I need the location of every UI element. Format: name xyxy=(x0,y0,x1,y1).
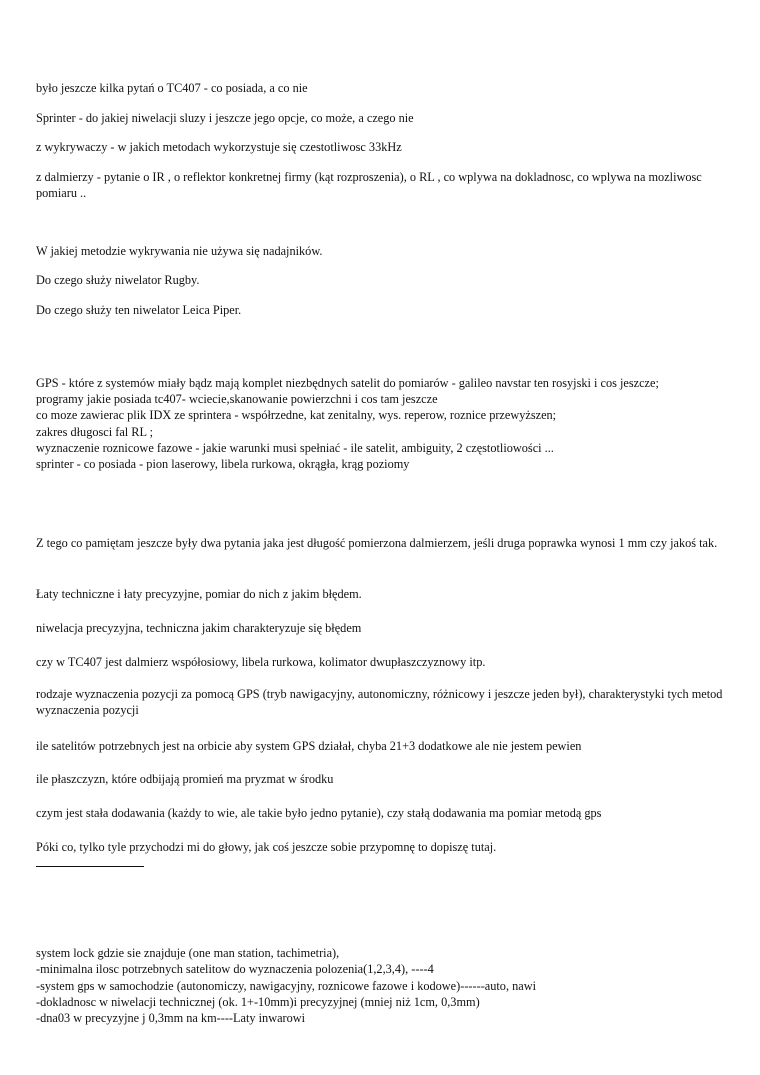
text-line-leveling-rods: Łaty techniczne i łaty precyzyjne, pomiar do nich z jakim błędem. xyxy=(36,587,362,601)
text-line-leveling-error: niwelacja precyzyjna, techniczna jakim charakteryzuje się błędem xyxy=(36,621,362,635)
text-line-rugby: Do czego służy niwelator Rugby. xyxy=(36,273,200,287)
text-line-idx-file: co moze zawierac plik IDX ze sprintera - współrzedne, kat zenitalny, wys. reperow, roznice przewyższen; xyxy=(36,408,557,422)
text-line-dna03: -dna03 w precyzyjne j 0,3mm na km----Laty inwarowi xyxy=(36,1011,306,1025)
text-line-prism-planes: ile płaszczyzn, które odbijają promień ma pryzmat w środku xyxy=(36,772,334,786)
separator-underline xyxy=(36,866,144,867)
text-line-system-lock: system lock gdzie sie znajduje (one man station, tachimetria), xyxy=(36,946,340,960)
text-line-wykrywacze: z wykrywaczy - w jakich metodach wykorzystuje się czestotliwosc 33kHz xyxy=(36,140,402,154)
text-line-sprinter-features: sprinter - co posiada - pion laserowy, libela rurkowa, okrągła, krąg poziomy xyxy=(36,457,410,471)
text-line-gps-systems: GPS - które z systemów miały bądz mają komplet niezbędnych satelit do pomiarów - galileo navstar ten rosyjski i cos jeszcze; xyxy=(36,376,659,390)
text-line-rl-wavelength: zakres długosci fal RL ; xyxy=(36,425,154,439)
text-paragraph-dalmierze: z dalmierzy - pytanie o IR , o reflektor konkretnej firmy (kąt rozproszenia), o RL , co wplywa na dokladnosc, co wplywa na mozliwosc pomiaru .. xyxy=(36,170,702,200)
text-line-car-gps: -system gps w samochodzie (autonomiczy, nawigacyjny, roznicowe fazowe i kodowe)------auto, nawi xyxy=(36,979,537,993)
text-line-addition-constant: czym jest stała dodawania (każdy to wie, ale takie było jedno pytanie), czy stałą dodawania ma pomiar metodą gps xyxy=(36,806,602,820)
text-line-phase-differential: wyznaczenie roznicowe fazowe - jakie warunki musi spełniać - ile satelit, ambiguity, 2 częstotliowości ... xyxy=(36,441,554,455)
text-line-sprinter: Sprinter - do jakiej niwelacji sluzy i jeszcze jego opcje, co może, a czego nie xyxy=(36,111,414,125)
text-line-tc407-intro: było jeszcze kilka pytań o TC407 - co posiada, a co nie xyxy=(36,81,308,95)
text-paragraph-gps-positioning: rodzaje wyznaczenia pozycji za pomocą GPS (tryb nawigacyjny, autonomiczny, różnicowy i jeszcze jeden był), charakterystyki tych metod wyznaczenia pozycji xyxy=(36,687,723,717)
text-line-leveling-accuracy: -dokladnosc w niwelacji technicznej (ok. 1+-10mm)i precyzyjnej (mniej niż 1cm, 0,3mm) xyxy=(36,995,480,1009)
text-line-gps-satellites: ile satelitów potrzebnych jest na orbicie aby system GPS działał, chyba 21+3 dodatkowe ale nie jestem pewien xyxy=(36,739,582,753)
text-line-tc407-programs: programy jakie posiada tc407- wciecie,skanowanie powierzchni i cos tam jeszcze xyxy=(36,392,438,406)
text-line-closing-note: Póki co, tylko tyle przychodzi mi do głowy, jak coś jeszcze sobie przypomnę to dopiszę tutaj. xyxy=(36,840,497,854)
text-line-tc407-components: czy w TC407 jest dalmierz współosiowy, libela rurkowa, kolimator dwupłaszczyznowy itp. xyxy=(36,655,486,669)
text-paragraph-distance-correction: Z tego co pamiętam jeszcze były dwa pytania jaka jest długość pomierzona dalmierzem, jeśli druga poprawka wynosi 1 mm czy jakoś tak. xyxy=(36,536,718,550)
text-line-min-satellites: -minimalna ilosc potrzebnych satelitow do wyznaczenia polozenia(1,2,3,4), ----4 xyxy=(36,962,434,976)
text-line-nadajniki: W jakiej metodzie wykrywania nie używa się nadajników. xyxy=(36,244,323,258)
text-line-leica-piper: Do czego służy ten niwelator Leica Piper. xyxy=(36,303,242,317)
